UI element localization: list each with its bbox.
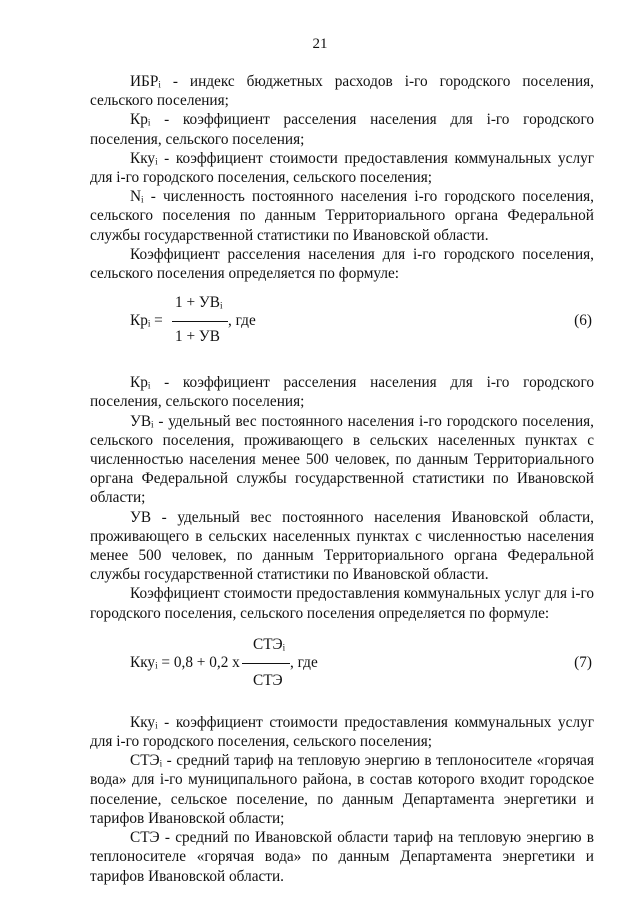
paragraph-ste-definition: СТЭ - средний по Ивановской области тариф на тепловую энергию в теплоносителе «горячая вода» по данным Департамента энергетики и тарифов Ивановской области. bbox=[90, 829, 594, 885]
formula-7 bbox=[90, 623, 594, 695]
formula-7-numerator: СТЭᵢ bbox=[253, 635, 286, 653]
formula-7-number: (7) bbox=[574, 653, 592, 671]
formula-7-denominator: СТЭ bbox=[253, 671, 283, 689]
document-body bbox=[90, 72, 594, 886]
page-number: 21 bbox=[312, 36, 328, 52]
paragraph-kr-definition: Крᵢ - коэффициент расселения населения для i-го городского поселения, сельского поселения; bbox=[90, 111, 594, 148]
paragraph-kr-formula-intro: Коэффициент расселения населения для i-го городского поселения, сельского поселения определяется по формуле: bbox=[90, 245, 594, 283]
formula-6-denominator: 1 + УВ bbox=[175, 328, 220, 346]
formula-7-fraction-bar bbox=[242, 663, 290, 664]
formula-6 bbox=[90, 283, 594, 359]
paragraph-kr-definition-2: Крᵢ - коэффициент расселения населения для i-го городского поселения, сельского поселения; bbox=[90, 374, 594, 411]
paragraph-uv-definition: УВ - удельный вес постоянного населения Ивановской области, проживающего в сельских населенных пунктах с численностью населения менее 500 человек, по данным Территориального органа Федеральной службы государственной статистики по Ивановской области. bbox=[90, 508, 594, 584]
formula-7-suffix: , где bbox=[290, 653, 318, 671]
formula-6-suffix: , где bbox=[228, 312, 256, 330]
paragraph-ibr-definition: ИБРᵢ - индекс бюджетных расходов i-го городского поселения, сельского поселения; bbox=[90, 73, 594, 110]
paragraph-stei-definition: СТЭᵢ - средний тариф на тепловую энергию в теплоносителе «горячая вода» для i-го муниципального района, в состав которого входит городское поселение, сельское поселение, по данным Департамента энергетики и тарифов Ивановской области; bbox=[90, 752, 594, 827]
paragraph-n-definition: Nᵢ - численность постоянного населения i-го городского поселения, сельского поселения по данным Территориального органа Федеральной службы государственной статистики по Ивановской области. bbox=[90, 188, 594, 244]
paragraph-kku-definition: Ккуᵢ - коэффициент стоимости предоставления коммунальных услуг для i-го городского поселения, сельского поселения; bbox=[90, 149, 594, 187]
paragraph-kku-formula-intro: Коэффициент стоимости предоставления коммунальных услуг для i-го городского поселения, сельского поселения определяется по формуле: bbox=[90, 585, 594, 622]
formula-6-lhs: Крᵢ = bbox=[130, 312, 163, 330]
paragraph-uvi-definition: УВᵢ - удельный вес постоянного населения i-го городского поселения, сельского поселения, проживающего в сельских населенных пунктах с численностью населения менее 500 человек, по данным Территориального органа Федеральной службы государственной статистики по Ивановской области; bbox=[90, 412, 594, 507]
formula-6-number: (6) bbox=[574, 312, 592, 330]
formula-6-fraction-bar bbox=[172, 321, 228, 322]
formula-6-numerator: 1 + УВᵢ bbox=[175, 294, 223, 312]
formula-7-lhs: Ккуᵢ = 0,8 + 0,2 x bbox=[130, 653, 240, 671]
paragraph-kku-definition-2: Ккуᵢ - коэффициент стоимости предоставления коммунальных услуг для i-го городского поселения, сельского поселения; bbox=[90, 713, 594, 751]
